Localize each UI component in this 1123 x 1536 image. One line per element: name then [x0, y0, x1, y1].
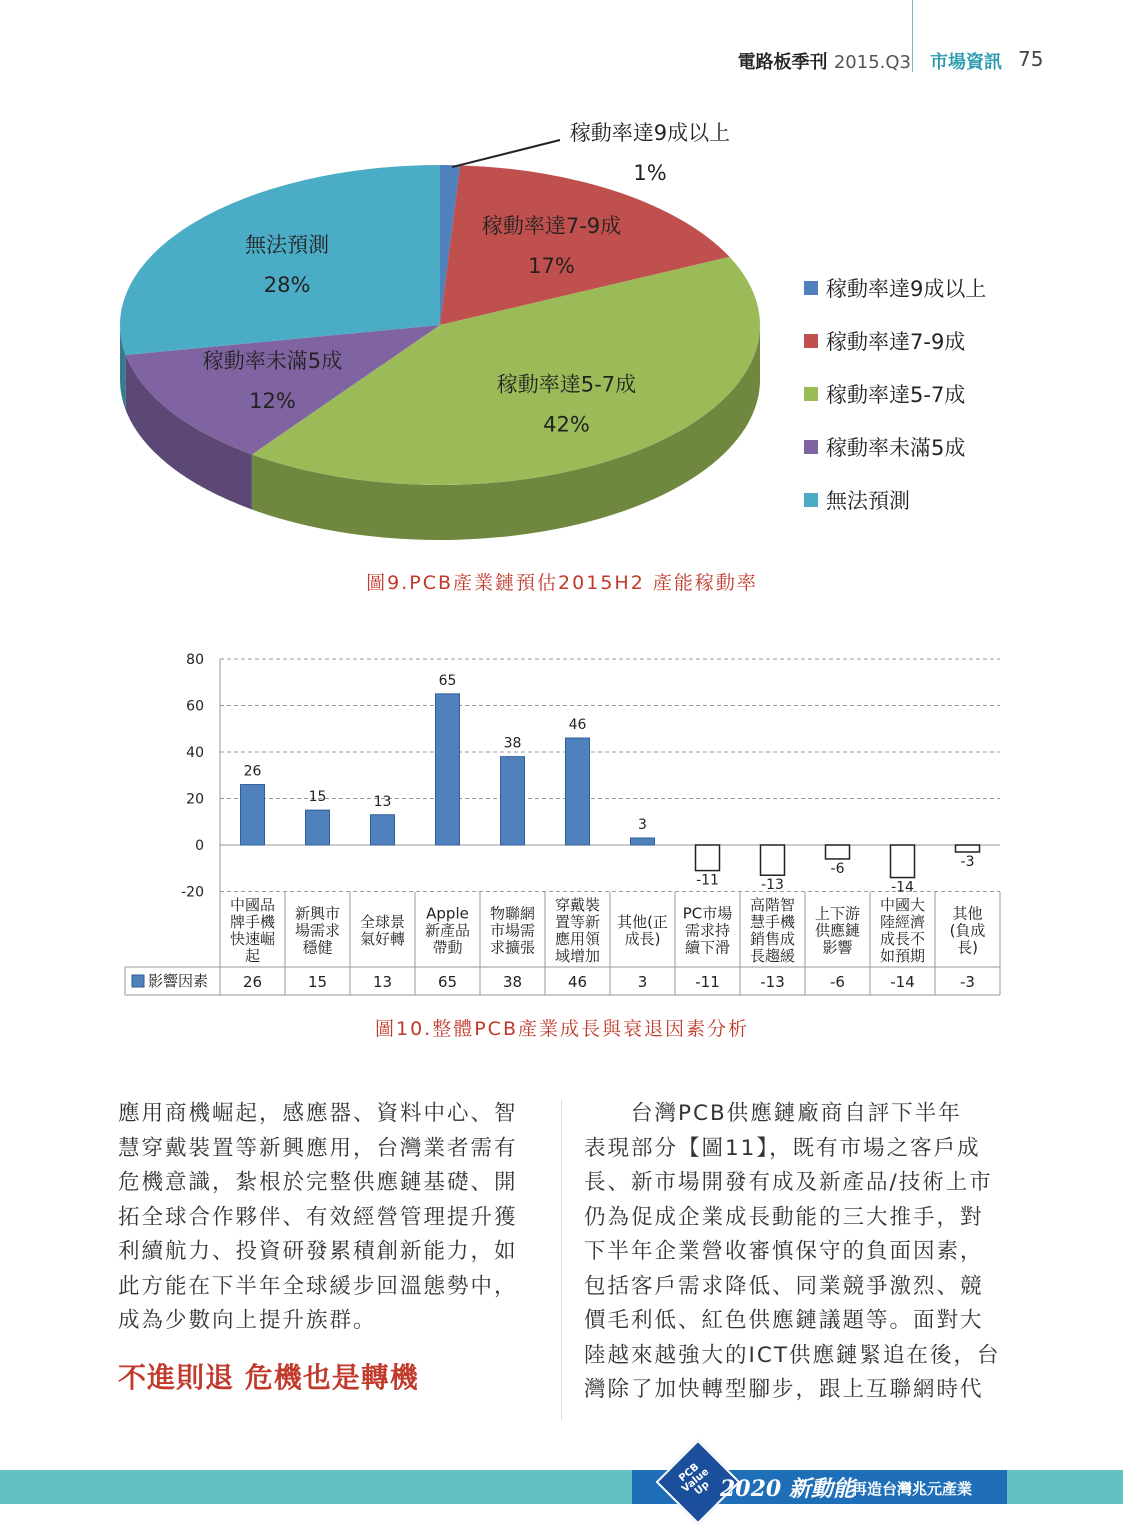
table-value: 3: [637, 973, 648, 991]
bar: [371, 815, 395, 845]
body-line: 價毛利低、紅色供應鏈議題等。面對大: [584, 1308, 984, 1333]
pie-label: 稼動率未滿5成: [202, 349, 343, 374]
bar: [241, 785, 265, 845]
category-label: 起: [244, 947, 261, 965]
table-value: 15: [307, 973, 328, 991]
category-label: 成長): [624, 930, 661, 948]
category-label: 影響: [822, 938, 853, 957]
category-label: 慧手機: [749, 913, 796, 931]
category-label: 供應鏈: [814, 921, 861, 940]
y-tick-label: 80: [186, 652, 204, 668]
page-number: 75: [1018, 47, 1044, 71]
pie-slice: [120, 165, 440, 355]
table-header: 影響因素: [148, 972, 209, 990]
bar-value-label: 3: [638, 817, 647, 834]
header-divider: [912, 0, 913, 72]
bar-value-label: 65: [438, 672, 457, 689]
legend-swatch: [804, 334, 818, 348]
category-label: 新產品: [424, 921, 471, 940]
legend-swatch: [804, 281, 818, 295]
legend-swatch: [804, 387, 818, 401]
bar: [306, 810, 330, 845]
bar-value-label: 26: [243, 763, 262, 780]
column-divider: [561, 1100, 562, 1420]
body-line: 仍為促成企業成長動能的三大推手，對: [584, 1204, 984, 1230]
body-line: 應用商機崛起，感應器、資料中心、智: [118, 1101, 518, 1126]
category-label: 帶動: [432, 938, 463, 957]
bar-value-label: 15: [308, 789, 327, 806]
table-value: -13: [760, 973, 785, 991]
legend-label: 無法預測: [826, 489, 910, 513]
pie-label: 稼動率達9成以上: [569, 121, 731, 145]
pie-percent-label: 1%: [633, 161, 667, 185]
category-label: 域增加: [554, 947, 601, 965]
bar-value-label: -13: [761, 877, 784, 894]
bar: [956, 845, 980, 852]
legend-swatch: [804, 440, 818, 454]
bar: [891, 845, 915, 878]
badge-text: PCB Value Up: [677, 1461, 712, 1498]
category-label: 全球景: [359, 913, 406, 931]
bar: [761, 845, 785, 875]
category-label: 其他: [952, 904, 983, 923]
series-swatch-icon: [132, 975, 144, 987]
bar-value-label: -14: [891, 879, 914, 896]
y-tick-label: -20: [181, 884, 204, 901]
category-label: 市場需: [489, 921, 536, 940]
category-label: 高階智: [749, 896, 796, 914]
category-label: Apple: [426, 904, 469, 923]
body-line: 利續航力、投資研發累積創新能力，如: [118, 1239, 518, 1264]
category-label: 上下游: [814, 904, 861, 923]
bar-value-label: 38: [503, 735, 522, 752]
pie-percent-label: 12%: [249, 389, 296, 414]
category-label: 應用領: [554, 930, 601, 948]
bar-value-label: 13: [373, 793, 392, 810]
table-value: 38: [502, 973, 523, 991]
category-label: 新興市: [294, 904, 341, 923]
table-value: 46: [567, 973, 588, 991]
category-label: (負成: [949, 921, 986, 940]
category-label: 長趨緩: [749, 947, 796, 965]
category-label: 穩健: [302, 938, 333, 957]
table-value: 26: [242, 973, 263, 991]
category-label: 成長不: [879, 930, 926, 948]
pie-label: 稼動率達5-7成: [496, 372, 637, 397]
category-label: 如預期: [879, 947, 926, 965]
body-line: 台灣PCB供應鏈廠商自評下半年: [584, 1101, 962, 1126]
section-title: 市場資訊: [930, 52, 1002, 73]
pie-label: 無法預測: [245, 232, 330, 257]
body-line: 長、新市場開發有成及新產品/技術上市: [584, 1170, 993, 1195]
section-heading: 不進則退 危機也是轉機: [118, 1361, 419, 1394]
body-line: 表現部分【圖11】，既有市場之客戶成: [584, 1135, 981, 1161]
pie-chart: [100, 110, 1100, 580]
body-line: 慧穿戴裝置等新興應用，台灣業者需有: [118, 1135, 518, 1161]
category-label: 氣好轉: [359, 930, 406, 948]
body-line: 此方能在下半年全球緩步回溫態勢中，: [118, 1273, 518, 1299]
category-label: 需求持: [684, 921, 731, 940]
table-value: -11: [695, 973, 720, 991]
bar-caption: 圖10.整體PCB產業成長與衰退因素分析: [375, 1018, 749, 1040]
bar: [501, 757, 525, 845]
category-label: 場需求: [294, 921, 341, 940]
category-label: 中國品: [229, 896, 276, 914]
table-value: 65: [437, 973, 458, 991]
body-left-column: [118, 1097, 538, 1339]
bar: [436, 694, 460, 845]
body-line: 危機意識，紮根於完整供應鏈基礎、開: [118, 1170, 518, 1195]
category-label: PC市場: [682, 904, 733, 923]
footer-subtitle: 再造台灣兆元產業: [852, 1480, 973, 1498]
magazine-name: 電路板季刊: [737, 52, 828, 73]
bar-value-label: 46: [568, 717, 587, 734]
category-label: 銷售成: [749, 930, 796, 948]
pie-percent-label: 42%: [543, 412, 590, 437]
bar-value-label: -3: [960, 853, 975, 870]
pie-percent-label: 28%: [263, 272, 311, 297]
bar: [826, 845, 850, 859]
category-label: 陸經濟: [879, 913, 926, 931]
bar: [631, 838, 655, 845]
bar: [696, 845, 720, 871]
category-label: 其他(正: [617, 913, 668, 931]
legend-label: 稼動率達5-7成: [826, 383, 966, 407]
category-label: 物聯網: [489, 904, 536, 923]
body-line: 下半年企業營收審慎保守的負面因素，: [584, 1239, 984, 1264]
legend-label: 稼動率達7-9成: [826, 330, 966, 354]
y-tick-label: 0: [195, 838, 204, 854]
magazine-title: [738, 48, 911, 74]
pie-label: 稼動率達7-9成: [481, 213, 622, 238]
table-value: -6: [830, 973, 845, 991]
table-value: 13: [372, 973, 393, 991]
category-label: 快速崛: [229, 930, 276, 948]
category-label: 續下滑: [684, 938, 731, 957]
bar-value-label: -6: [830, 860, 845, 877]
body-right-column: [584, 1097, 1004, 1408]
category-label: 牌手機: [229, 913, 276, 931]
body-line: 成為少數向上提升族群。: [118, 1308, 377, 1333]
issue-label: 2015.Q3: [833, 52, 911, 73]
bar-chart: [120, 645, 1010, 1010]
body-line: 陸越來越強大的ICT供應鏈緊追在後，台: [584, 1342, 1001, 1368]
bar-value-label: -11: [696, 872, 719, 889]
y-tick-label: 60: [186, 698, 204, 715]
pie-percent-label: 17%: [528, 253, 575, 278]
bar: [566, 738, 590, 845]
category-label: 求擴張: [489, 938, 536, 957]
table-value: -3: [960, 973, 975, 991]
legend-label: 稼動率達9成以上: [826, 277, 987, 301]
category-label: 中國大: [879, 896, 926, 914]
pie-caption: 圖9.PCB產業鏈預估2015H2 產能稼動率: [366, 572, 758, 594]
category-label: 置等新: [554, 913, 601, 931]
table-value: -14: [890, 973, 915, 991]
category-label: 穿戴裝: [554, 896, 601, 914]
y-tick-label: 20: [186, 791, 204, 808]
body-line: 包括客戶需求降低、同業競爭激烈、競: [584, 1273, 984, 1299]
legend-label: 稼動率未滿5成: [826, 436, 966, 460]
body-line: 灣除了加快轉型腳步，跟上互聯網時代: [584, 1377, 984, 1402]
pie-leader-line: [452, 140, 560, 167]
legend-swatch: [804, 493, 818, 507]
y-tick-label: 40: [186, 745, 204, 761]
body-line: 拓全球合作夥伴、有效經營管理提升獲: [118, 1204, 518, 1230]
category-label: 長): [957, 938, 978, 957]
footer-title: 2020 新動能: [720, 1476, 855, 1502]
